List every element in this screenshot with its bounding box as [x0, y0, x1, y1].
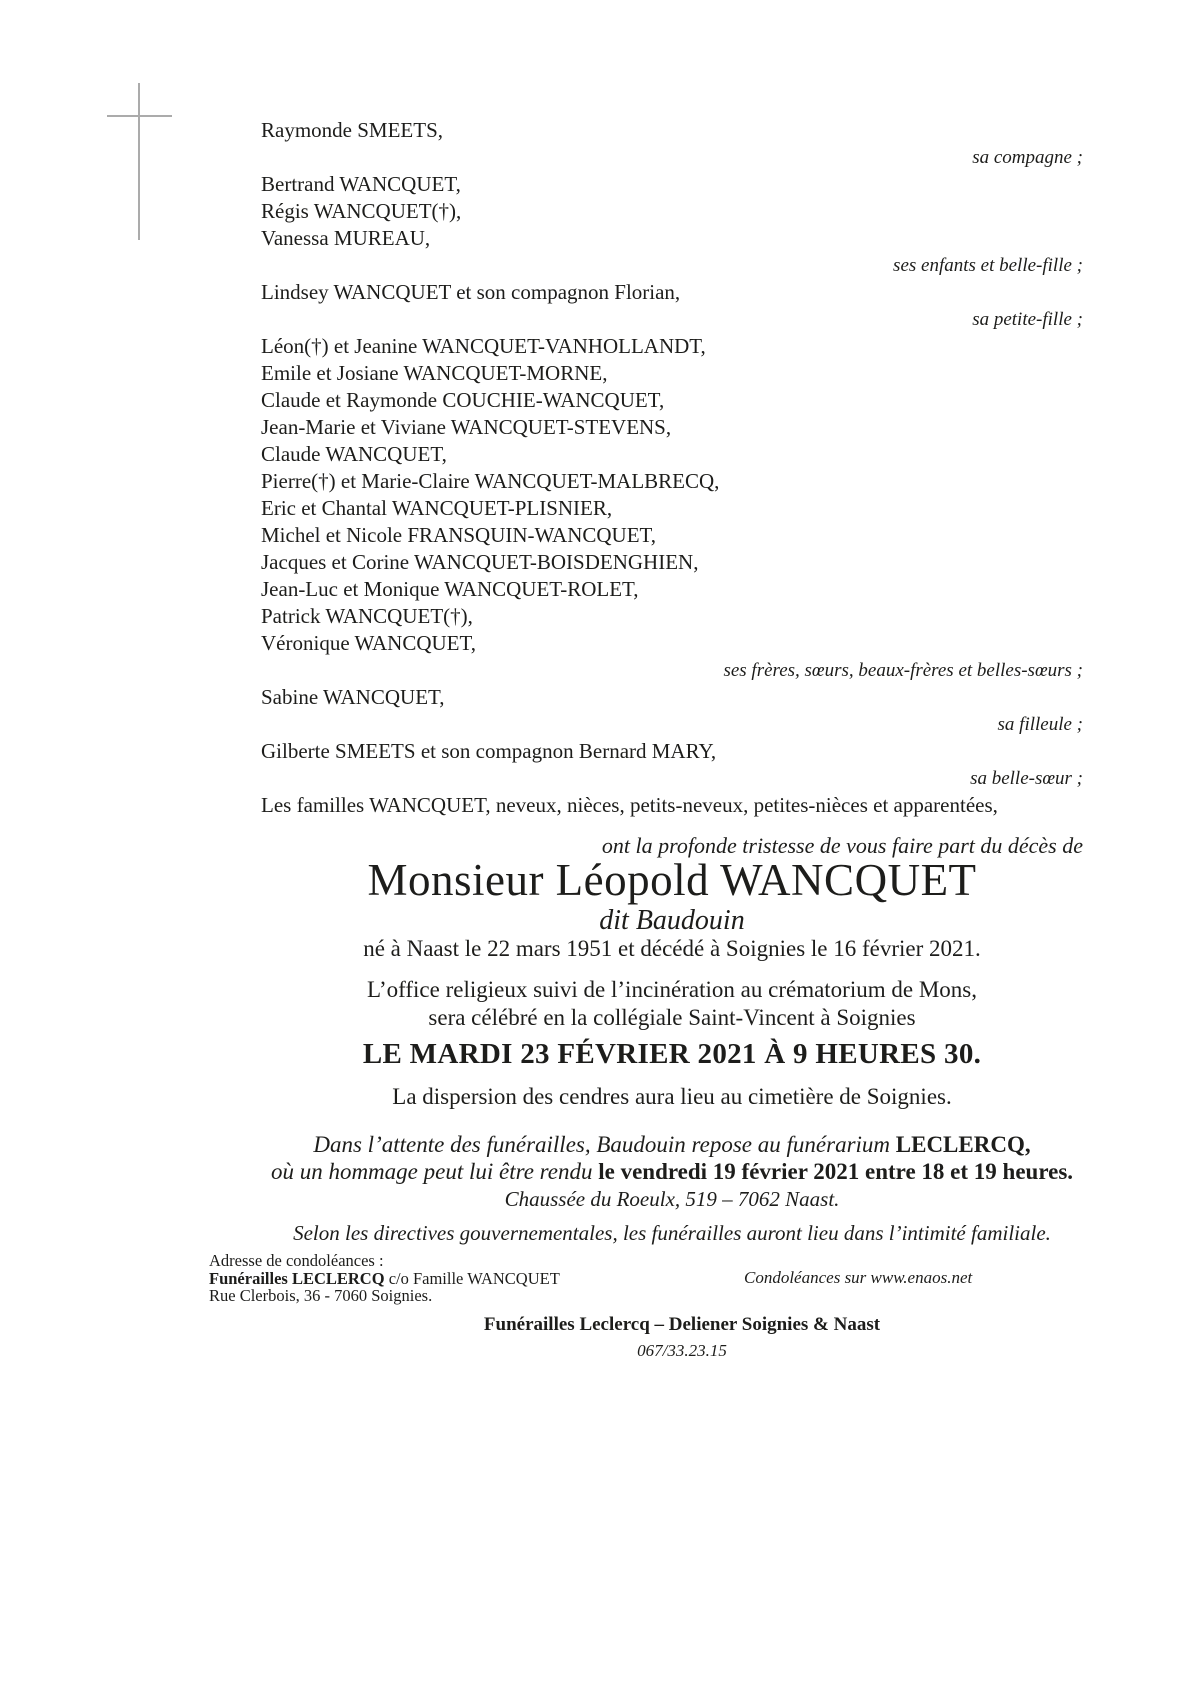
condolence-heading: Adresse de condoléances : — [209, 1251, 384, 1270]
relative-name: Jacques et Corine WANCQUET-BOISDENGHIEN, — [261, 550, 699, 574]
relative-name: Claude et Raymonde COUCHIE-WANCQUET, — [261, 388, 665, 412]
relative-name: Jean-Luc et Monique WANCQUET-ROLET, — [261, 577, 639, 601]
relation-label: sa filleule ; — [997, 714, 1083, 735]
relative-name: Sabine WANCQUET, — [261, 685, 445, 709]
funeral-home-brand-wrap — [209, 1314, 1155, 1336]
relations-list — [0, 117, 1194, 819]
relative-name: Gilberte SMEETS et son compagnon Bernard MARY, — [261, 739, 717, 763]
relative-name: Pierre(†) et Marie-Claire WANCQUET-MALBRECQ, — [261, 469, 720, 493]
relative-name: Bertrand WANCQUET, — [261, 172, 461, 196]
funeral-home-brand: Funérailles Leclercq – Deliener Soignies & Naast — [483, 1314, 881, 1335]
relative-name: Emile et Josiane WANCQUET-MORNE, — [261, 361, 608, 385]
deceased-alias: dit Baudouin — [599, 905, 745, 936]
relation-label: sa belle-sœur ; — [970, 768, 1083, 789]
visitation-block — [261, 1131, 1083, 1185]
deceased-life-dates: né à Naast le 22 mars 1951 et décédé à Soignies le 16 février 2021. — [363, 936, 981, 961]
relative-name: Léon(†) et Jeanine WANCQUET-VANHOLLANDT, — [261, 334, 706, 358]
relative-name: Michel et Nicole FRANSQUIN-WANCQUET, — [261, 523, 657, 547]
ceremony-line-2: sera célébré en la collégiale Saint-Vincent à Soignies — [428, 1005, 916, 1030]
relation-label: ses enfants et belle-fille ; — [893, 255, 1083, 276]
relative-name: Jean-Marie et Viviane WANCQUET-STEVENS, — [261, 415, 672, 439]
relative-name: Patrick WANCQUET(†), — [261, 604, 473, 628]
relative-name: Véronique WANCQUET, — [261, 631, 477, 655]
visitation-line-1 — [261, 1131, 1083, 1158]
condolence-funeralhome-name: Funérailles LECLERCQ — [209, 1268, 385, 1288]
ceremony-datetime: LE MARDI 23 FÉVRIER 2021 À 9 HEURES 30. — [362, 1038, 982, 1070]
relative-name: Claude WANCQUET, — [261, 442, 447, 466]
relative-name: Raymonde SMEETS, — [261, 118, 443, 142]
announcement-line: ont la profonde tristesse de vous faire part du décès de — [601, 833, 1083, 858]
relation-label: sa compagne ; — [972, 147, 1083, 168]
funeral-home-phone-wrap — [209, 1341, 1155, 1361]
relative-name: Vanessa MUREAU, — [261, 226, 431, 250]
deceased-name: Monsieur Léopold WANCQUET — [367, 855, 977, 905]
funeral-home-phone: 067/33.23.15 — [637, 1341, 727, 1360]
relation-label: sa petite-fille ; — [972, 309, 1083, 330]
relative-name: Régis WANCQUET(†), — [261, 199, 462, 223]
relative-name: Lindsey WANCQUET et son compagnon Florian, — [261, 280, 681, 304]
government-directives-line: Selon les directives gouvernementales, les funérailles auront lieu dans l’intimité familiale. — [293, 1221, 1051, 1245]
ceremony-line-1: L’office religieux suivi de l’incinération au crématorium de Mons, — [367, 977, 977, 1002]
families-line: Les familles WANCQUET, neveux, nièces, petits-neveux, petites-nièces et apparentées, — [261, 793, 998, 817]
ceremony-description — [261, 976, 1083, 1032]
condolence-street: Rue Clerbois, 36 - 7060 Soignies. — [209, 1286, 433, 1305]
visitation-line-2 — [261, 1158, 1083, 1185]
funerarium-address: Chaussée du Roeulx, 519 – 7062 Naast. — [504, 1187, 840, 1211]
visitation-line-1-text: Dans l’attente des funérailles, Baudouin repose au funérarium — [313, 1132, 896, 1157]
visitation-line-2-text: où un hommage peut lui être rendu — [270, 1159, 599, 1184]
condolence-family: c/o Famille WANCQUET — [384, 1268, 560, 1288]
visitation-line-2-datetime: le vendredi 19 février 2021 entre 18 et 19 heures. — [598, 1159, 1074, 1184]
relative-name: Eric et Chantal WANCQUET-PLISNIER, — [261, 496, 613, 520]
condolence-recipient — [209, 1270, 560, 1288]
visitation-line-1-funeralhome: LECLERCQ, — [895, 1132, 1031, 1157]
online-condolences-line: Condoléances sur www.enaos.net — [744, 1268, 973, 1287]
ashes-dispersion-line: La dispersion des cendres aura lieu au cimetière de Soignies. — [392, 1084, 952, 1109]
condolence-address-block — [209, 1252, 560, 1305]
relation-label: ses frères, sœurs, beaux-frères et belles-sœurs ; — [723, 660, 1083, 681]
